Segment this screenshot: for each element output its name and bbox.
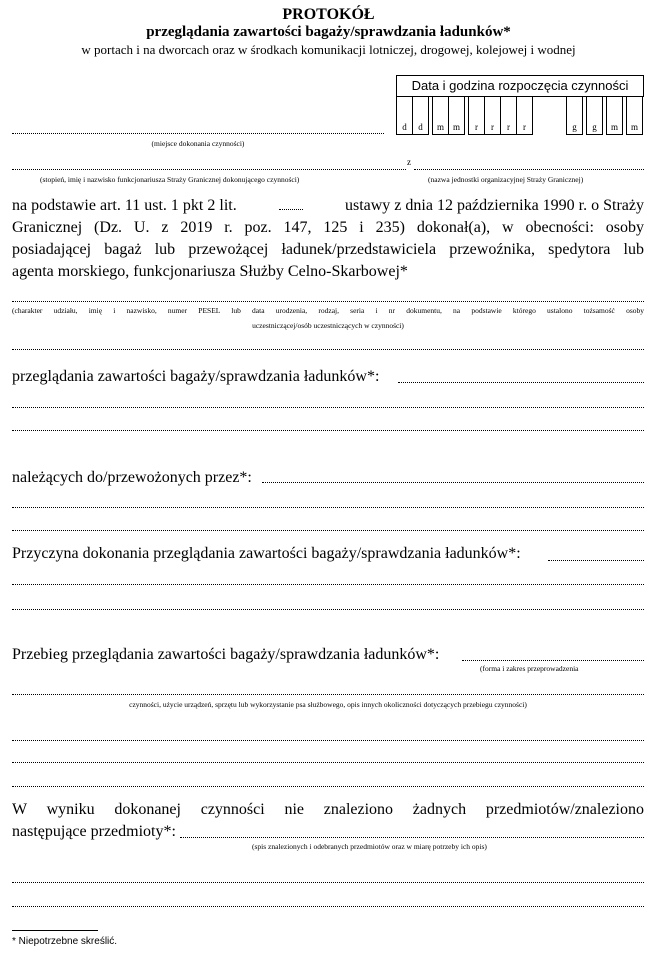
unit-field[interactable] — [414, 169, 644, 170]
course-field[interactable] — [462, 660, 644, 661]
course-field-2[interactable] — [12, 694, 644, 695]
date-cell[interactable]: r — [468, 96, 485, 135]
result-field-2[interactable] — [12, 882, 644, 883]
date-cell[interactable]: r — [484, 96, 501, 135]
time-cell[interactable]: m — [606, 96, 623, 135]
letter-field[interactable] — [279, 199, 303, 210]
time-cell[interactable]: g — [566, 96, 583, 135]
date-time-box — [396, 75, 644, 137]
result-caption: (spis znalezionych i odebranych przedmiotów oraz w miarę potrzeby ich opis) — [252, 842, 487, 851]
participant-field[interactable] — [12, 301, 644, 302]
date-cell[interactable]: d — [396, 96, 413, 135]
place-caption: (miejsce dokonania czynności) — [151, 139, 245, 148]
date-cell[interactable]: m — [432, 96, 449, 135]
participant-caption-2: uczestniczącej/osób uczestniczących w czynności) — [252, 321, 404, 330]
course-label: Przebieg przeglądania zawartości bagaży/sprawdzania ładunków*: — [12, 646, 440, 663]
date-time-label: Data i godzina rozpoczęcia czynności — [396, 75, 644, 97]
course-field-4[interactable] — [12, 762, 644, 763]
inspection-field-2[interactable] — [12, 407, 644, 408]
owner-label: należących do/przewożonych przez*: — [12, 469, 252, 486]
time-cell[interactable]: m — [626, 96, 643, 135]
reason-field-2[interactable] — [12, 584, 644, 585]
result-field[interactable] — [180, 837, 644, 838]
document-scope: w portach i na dworcach oraz w środkach komunikacji lotniczej, drogowej, kolejowej i wodnej — [81, 42, 576, 57]
inspection-field[interactable] — [398, 382, 644, 383]
owner-field-2[interactable] — [12, 507, 644, 508]
date-cell[interactable]: d — [412, 96, 429, 135]
z-label: z — [407, 157, 411, 167]
document-subtitle: przeglądania zawartości bagaży/sprawdzania ładunków* — [146, 24, 511, 40]
owner-field-3[interactable] — [12, 530, 644, 531]
course-caption-2: czynności, użycie urządzeń, sprzętu lub wykorzystanie psa służbowego, opis innych okoliczności dotyczących przebiegu czynności) — [129, 700, 527, 709]
participant-caption-1: (charakter udziału, imię i nazwisko, numer PESEL lub data urodzenia, rodzaj, seria i nr dokumentu, na podstawie którego ustalono tożsamość osoby — [12, 306, 644, 315]
reason-field[interactable] — [548, 560, 644, 561]
reason-field-3[interactable] — [12, 609, 644, 610]
course-field-5[interactable] — [12, 786, 644, 787]
legal-basis-line1b: ustawy z dnia 12 października 1990 r. o Straży — [344, 197, 644, 214]
owner-field[interactable] — [262, 482, 644, 483]
date-cell[interactable]: r — [500, 96, 517, 135]
participant-field-2[interactable] — [12, 349, 644, 350]
officer-caption: (stopień, imię i nazwisko funkcjonariusza Straży Granicznej dokonującego czynności) — [40, 175, 300, 184]
document-title: PROTOKÓŁ — [282, 6, 375, 23]
officer-field[interactable] — [12, 169, 406, 170]
result-line2: następujące przedmioty*: — [12, 823, 176, 840]
result-field-3[interactable] — [12, 906, 644, 907]
legal-basis-line2: Granicznej (Dz. U. z 2019 r. poz. 147, 125 i 235) dokonał(a), w obecności: osoby — [12, 219, 644, 236]
course-field-3[interactable] — [12, 740, 644, 741]
course-caption-1: (forma i zakres przeprowadzenia — [480, 664, 579, 673]
legal-basis-paragraph — [12, 195, 644, 283]
legal-basis-line1a: na podstawie art. 11 ust. 1 pkt 2 lit. — [12, 197, 237, 214]
inspection-label: przeglądania zawartości bagaży/sprawdzania ładunków*: — [12, 368, 380, 385]
legal-basis-line4: agenta morskiego, funkcjonariusza Służby Celno-Skarbowej* — [12, 263, 408, 280]
place-field[interactable] — [12, 133, 384, 134]
date-cell[interactable]: r — [516, 96, 533, 135]
footnote: * Niepotrzebne skreślić. — [12, 936, 118, 947]
date-cell[interactable]: m — [448, 96, 465, 135]
reason-label: Przyczyna dokonania przeglądania zawartości bagaży/sprawdzania ładunków*: — [12, 545, 521, 562]
footnote-rule — [12, 930, 98, 931]
inspection-field-3[interactable] — [12, 430, 644, 431]
result-line1: W wyniku dokonanej czynności nie znaleziono żadnych przedmiotów/znaleziono — [12, 801, 644, 818]
unit-caption: (nazwa jednostki organizacyjnej Straży Granicznej) — [428, 175, 584, 184]
time-cell[interactable]: g — [586, 96, 603, 135]
legal-basis-line3: posiadającej bagaż lub przewożącej ładunek/przedstawiciela przewoźnika, spedytora lub — [12, 241, 644, 258]
